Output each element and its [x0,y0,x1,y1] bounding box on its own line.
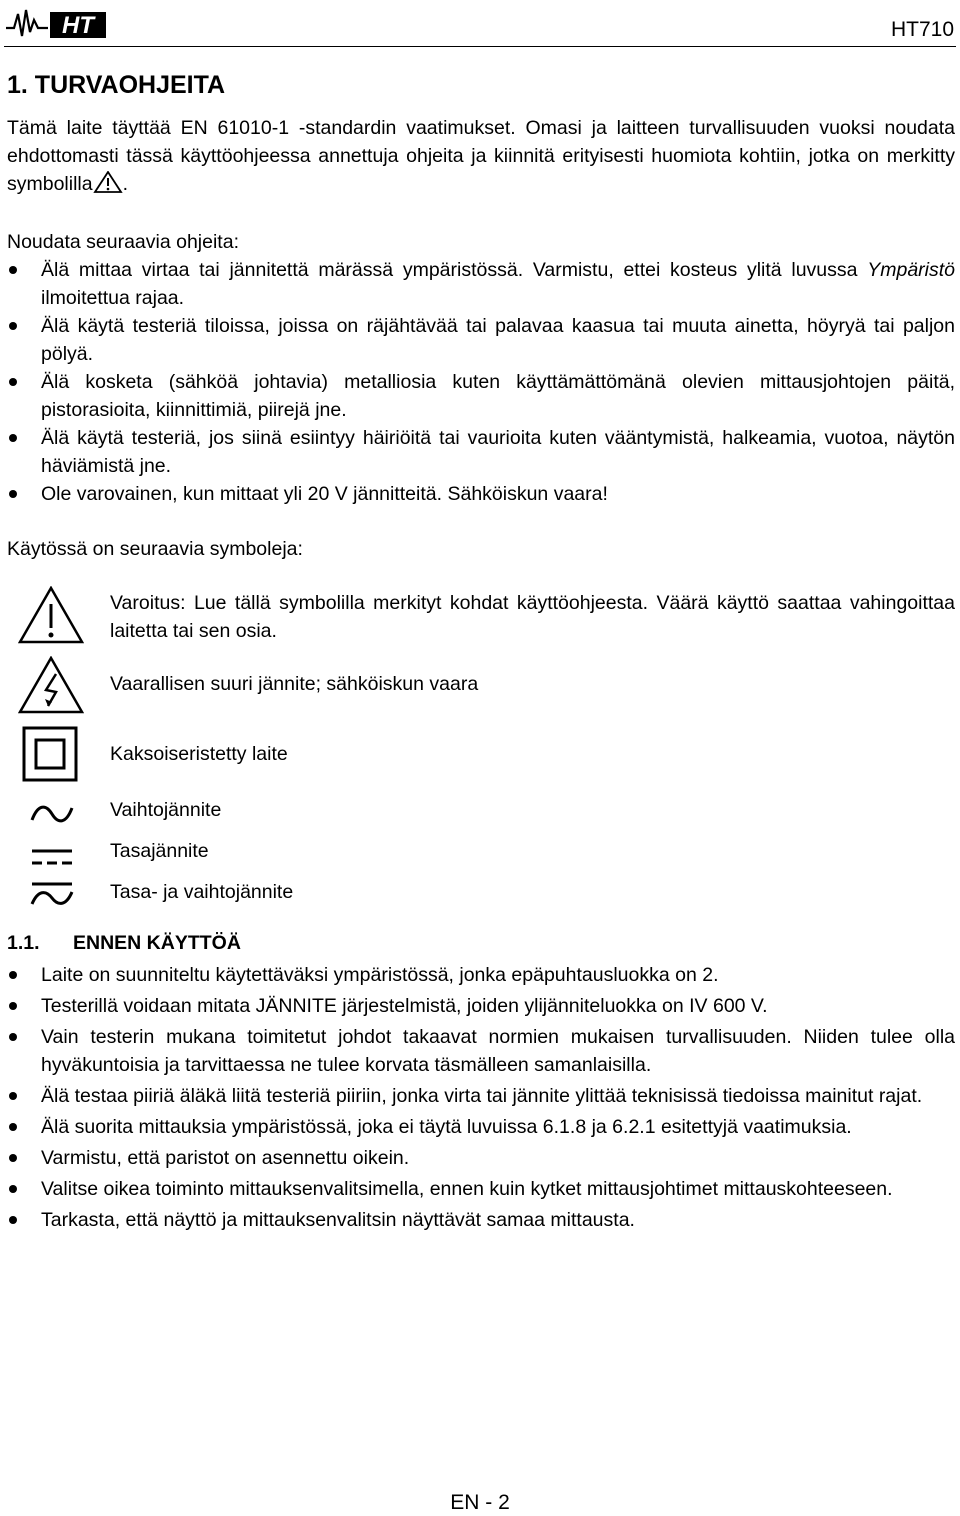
list-item: Valitse oikea toiminto mittauksenvalitsimella, ennen kuin kytket mittausjohtimet mittauskohteeseen. [0,1175,955,1203]
list-item: Älä suorita mittauksia ympäristössä, joka ei täytä luvuissa 6.1.8 ja 6.2.1 esitettyjä vaatimuksia. [0,1113,955,1141]
ht-logo-icon [4,6,108,40]
symbol-desc-ac: Vaihtojännite [110,799,222,821]
high-voltage-icon [18,656,84,714]
symbol-desc-double-insulation: Kaksoiseristetty laite [110,743,288,765]
list-item: Testerillä voidaan mitata JÄNNITE järjestelmistä, joiden ylijänniteluokka on IV 600 V. [0,992,955,1020]
model-name: HT710 [890,18,954,41]
list-item-text: Älä mittaa virtaa tai jännitettä märässä ympäristössä. Varmistu, ettei kosteus ylitä luvussa [41,259,868,281]
list-item [0,256,955,312]
double-insulation-icon [22,726,78,782]
subsection-title [7,932,241,955]
list-item: Tarkasta, että näyttö ja mittauksenvalitsin näyttävät samaa mittausta. [0,1206,955,1234]
list-item: Ole varovainen, kun mittaat yli 20 V jännitteitä. Sähköiskun vaara! [0,480,955,508]
dc-icon [30,845,74,869]
list-item-emphasis: Ympäristö [867,259,955,281]
intro-paragraph [7,114,955,198]
warning-inline-icon [93,171,123,193]
list-item: Vain testerin mukana toimitetut johdot takaavat normien mukaisen turvallisuuden. Niiden tulee olla hyväkuntoisia ja tarvittaessa ne tulee korvata täsmälleen samanlaisilla. [0,1023,955,1079]
section-title: 1. TURVAOHJEITA [7,71,226,99]
intro-text: Tämä laite täyttää EN 61010-1 -standardin vaatimukset. Omasi ja laitteen turvallisuuden vuoksi noudata ehdottomasti tässä käyttöohjeessa annettuja ohjeita ja kiinnitä erityisesti huomiota kohtiin, jotka on merkitty symbolilla [7,117,955,195]
symbol-desc-warning: Varoitus: Lue tällä symbolilla merkityt kohdat käyttöohjeesta. Väärä käyttö saattaa vahingoittaa laitetta tai sen osia. [110,592,955,642]
page-number: EN - 2 [450,1491,510,1514]
ac-wave-icon [30,800,74,828]
page-header [0,0,960,50]
list-item-text: ilmoitettua rajaa. [41,287,185,309]
list-item: Älä käytä testeriä tiloissa, joissa on räjähtävää tai palavaa kaasua tai muuta ainetta, höyryä tai paljon pölyä. [0,312,955,368]
before-use-list [0,961,955,1234]
list-item: Älä testaa piiriä äläkä liitä testeriä piiriin, jonka virta tai jännite ylittää teknisissä tiedoissa mainitut rajat. [0,1082,955,1110]
ac-dc-icon [30,880,74,910]
subsection-number: 1.1. [7,932,40,954]
safety-list [0,256,955,508]
list-item: Älä kosketa (sähköä johtavia) metalliosia kuten käyttämättömänä olevien mittausjohtojen päitä, pistorasioita, kiinnittimiä, piirejä jne. [0,368,955,424]
header-divider [4,46,956,47]
intro-end: . [122,173,129,195]
warning-triangle-icon [18,586,84,644]
follow-label: Noudata seuraavia ohjeita: [7,231,239,253]
symbols-label: Käytössä on seuraavia symboleja: [7,538,303,560]
list-item: Laite on suunniteltu käytettäväksi ympäristössä, jonka epäpuhtausluokka on 2. [0,961,955,989]
symbol-desc-dc: Tasajännite [110,840,209,862]
subsection-title-text: ENNEN KÄYTTÖÄ [73,932,241,954]
symbol-desc-high-voltage: Vaarallisen suuri jännite; sähköiskun vaara [110,673,479,695]
list-item: Varmistu, että paristot on asennettu oikein. [0,1144,955,1172]
symbol-desc-ac-dc: Tasa- ja vaihtojännite [110,881,294,903]
list-item: Älä käytä testeriä, jos siinä esiintyy häiriöitä tai vaurioita kuten vääntymistä, halkeamia, vuotoa, näytön häviämistä jne. [0,424,955,480]
logo-text: HT [62,12,94,39]
